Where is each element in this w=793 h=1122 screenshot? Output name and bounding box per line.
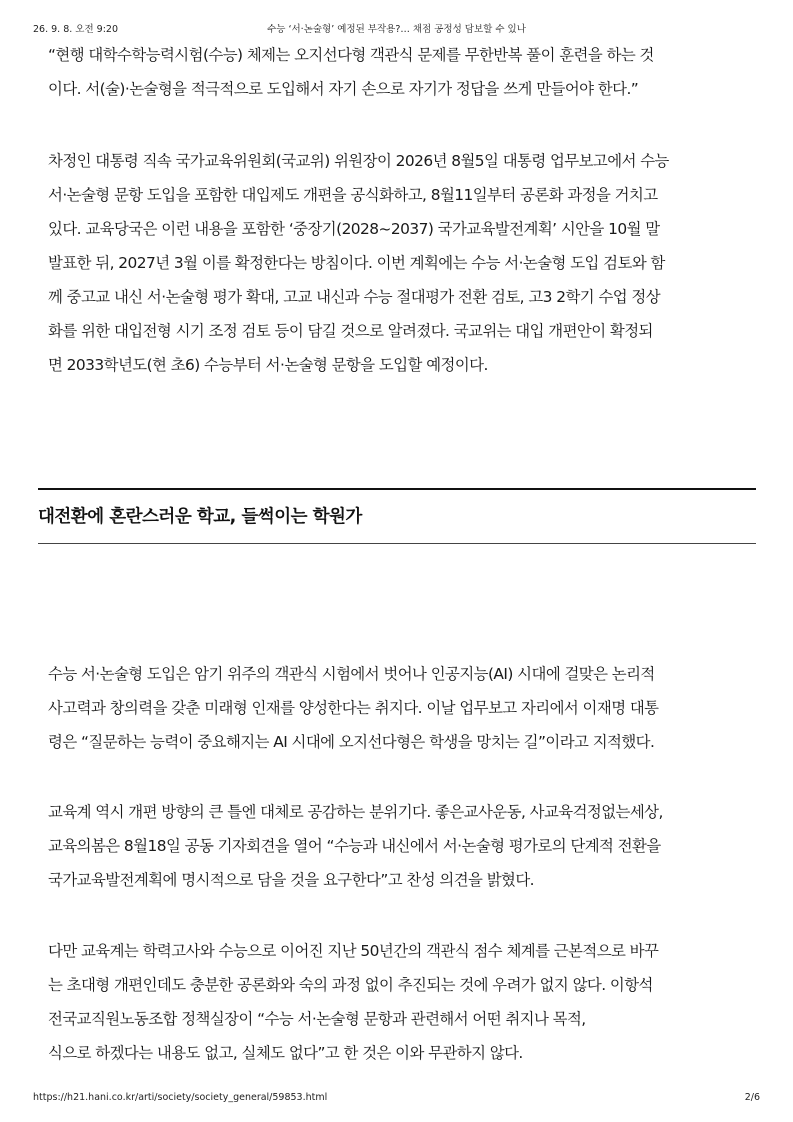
paragraph-line: 교육계 역시 개편 방향의 큰 틀엔 대체로 공감하는 분위기다. 좋은교사운동, 사교육걱정없는세상, [48, 803, 663, 821]
paragraph-line: 수능 서·논술형 도입은 암기 위주의 객관식 시험에서 벗어나 인공지능(AI) 시대에 걸맞은 논리적 [48, 665, 655, 683]
paragraph-line: 면 2033학년도(현 초6) 수능부터 서·논술형 문항을 도입할 예정이다. [48, 356, 488, 374]
paragraph-line: 식으로 하겠다는 내용도 없고, 실체도 없다”고 한 것은 이와 무관하지 않다. [48, 1044, 523, 1062]
article-paragraph [48, 657, 752, 759]
paragraph-line: 차정인 대통령 직속 국가교육위원회(국교위) 위원장이 2026년 8월5일 대통령 업무보고에서 수능 [48, 152, 669, 170]
print-url: https://h21.hani.co.kr/arti/society/society_general/59853.html [33, 1092, 328, 1103]
article-paragraph-quote [48, 38, 752, 106]
paragraph-line: “현행 대학수학능력시험(수능) 체제는 오지선다형 객관식 문제를 무한반복 풀이 훈련을 하는 것 [48, 46, 654, 64]
paragraph-line: 다만 교육계는 학력고사와 수능으로 이어진 지난 50년간의 객관식 점수 체계를 근본적으로 바꾸 [48, 942, 659, 960]
paragraph-line: 는 초대형 개편인데도 충분한 공론화와 숙의 과정 없이 추진되는 것에 우려가 없지 않다. 이항석 [48, 976, 653, 994]
article-paragraph [48, 795, 752, 897]
page-number: 2/6 [744, 1092, 760, 1103]
paragraph-line: 이다. 서(술)·논술형을 적극적으로 도입해서 자기 손으로 자기가 정답을 쓰게 만들어야 한다.” [48, 80, 639, 98]
paragraph-line: 발표한 뒤, 2027년 3월 이를 확정한다는 방침이다. 이번 계획에는 수능 서·논술형 도입 검토와 함 [48, 254, 665, 272]
paragraph-line: 전국교직원노동조합 정책실장이 “수능 서·논술형 문항과 관련해서 어떤 취지나 목적, [48, 1010, 586, 1028]
section-heading: 대전환에 혼란스러운 학교, 들썩이는 학원가 [38, 507, 362, 527]
paragraph-line: 서·논술형 문항 도입을 포함한 대입제도 개편을 공식화하고, 8월11일부터 공론화 과정을 거치고 [48, 186, 658, 204]
paragraph-line: 화를 위한 대입전형 시기 조정 검토 등이 담길 것으로 알려졌다. 국교위는 대입 개편안이 확정되 [48, 322, 653, 340]
paragraph-line: 령은 “질문하는 능력이 중요해지는 AI 시대에 오지선다형은 학생을 망치는 길”이라고 지적했다. [48, 733, 655, 751]
section-rule-top [38, 488, 756, 490]
print-date: 26. 9. 8. 오전 9:20 [33, 24, 119, 35]
paragraph-line: 있다. 교육당국은 이런 내용을 포함한 ‘중장기(2028~2037) 국가교육발전계획’ 시안을 10월 말 [48, 220, 660, 238]
paragraph-line: 께 중고교 내신 서·논술형 평가 확대, 고교 내신과 수능 절대평가 전환 검토, 고3 2학기 수업 정상 [48, 288, 661, 306]
article-paragraph [48, 934, 752, 1070]
article-paragraph [48, 144, 752, 382]
paragraph-line: 국가교육발전계획에 명시적으로 담을 것을 요구한다”고 찬성 의견을 밝혔다. [48, 871, 534, 889]
paragraph-line: 교육의봄은 8월18일 공동 기자회견을 열어 “수능과 내신에서 서·논술형 평가로의 단계적 전환을 [48, 837, 661, 855]
print-page-title: 수능 ‘서·논술형’ 예정된 부작용?… 채점 공정성 담보할 수 있나 [267, 24, 526, 35]
section-rule-bottom [38, 543, 756, 544]
paragraph-line: 사고력과 창의력을 갖춘 미래형 인재를 양성한다는 취지다. 이날 업무보고 자리에서 이재명 대통 [48, 699, 659, 717]
